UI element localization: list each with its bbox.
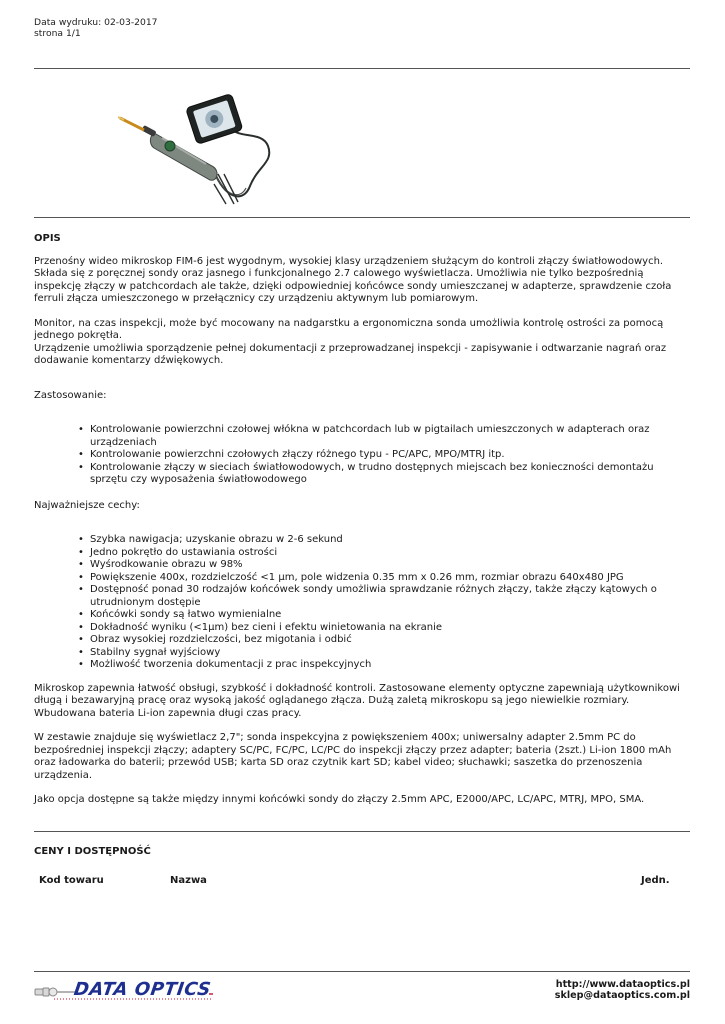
column-header-name: Nazwa: [170, 875, 207, 886]
list-item: • Możliwość tworzenia dokumentacji z prac inspekcyjnych: [90, 659, 690, 672]
closing-paragraph: W zestawie znajduje się wyświetlacz 2,7"; sonda inspekcyjna z powiększeniem 400x; uniwersalny adapter 2.5mm PC do bezpośredniej inspekcji złączy; adaptery SC/PC, FC/PC, LC/PC do inspekcji złączy przez adapter; bateria (2szt.) Li-ion 1800 mAh oraz ładowarka do baterii; przewód USB; karta SD oraz czytnik kart SD; kabel video; słuchawki; saszetka do przenoszenia urządzenia.: [34, 732, 672, 781]
description-title: OPIS: [34, 233, 61, 244]
fiber-microscope-illustration: [118, 88, 278, 206]
page-number: strona 1/1: [34, 28, 81, 39]
header-divider: [34, 68, 690, 69]
list-item: • Obraz wysokiej rozdzielczości, bez migotania i odbić: [90, 634, 690, 647]
product-image: [118, 88, 278, 206]
description-section: [34, 233, 690, 807]
pricing-divider: [34, 831, 690, 832]
features-list: [34, 534, 690, 672]
list-item: • Powiększenie 400x, rozdzielczość <1 μm, pole widzenia 0.35 mm x 0.26 mm, rozmiar obrazu 640x480 JPG: [90, 572, 690, 585]
email-link[interactable]: sklep@dataoptics.com.pl: [554, 990, 690, 1001]
data-optics-logo: [34, 980, 214, 1004]
applications-label: Zastosowanie:: [34, 389, 107, 401]
pricing-title: CENY I DOSTĘPNOŚĆ: [34, 846, 151, 857]
list-item: • Końcówki sondy są łatwo wymienialne: [90, 609, 690, 622]
list-item: • Kontrolowanie złączy w sieciach światłowodowych, w trudno dostępnych miejscach bez konieczności demontażu sprzętu czy wyposażenia światłowodowego: [90, 462, 690, 487]
features-label: Najważniejsze cechy:: [34, 499, 140, 511]
list-item: • Dokładność wyniku (<1μm) bez cieni i efektu winietowania na ekranie: [90, 622, 690, 635]
list-item: • Kontrolowanie powierzchni czołowych złączy różnego typu - PC/APC, MPO/MTRJ itp.: [90, 449, 690, 462]
list-item: • Stabilny sygnał wyjściowy: [90, 647, 690, 660]
list-item: • Wyśrodkowanie obrazu w 98%: [90, 559, 690, 572]
column-header-unit: Jedn.: [641, 875, 670, 886]
applications-list: [34, 424, 690, 487]
description-paragraph: Monitor, na czas inspekcji, może być mocowany na nadgarstku a ergonomiczna sonda umożliwia kontrolę ostrości za pomocą jednego pokrętła.: [34, 317, 664, 341]
website-link[interactable]: http://www.dataoptics.pl: [555, 979, 690, 990]
image-divider: [34, 217, 690, 218]
list-item: • Jedno pokrętło do ustawiania ostrości: [90, 547, 690, 560]
list-item: • Szybka nawigacja; uzyskanie obrazu w 2-6 sekund: [90, 534, 690, 547]
print-date: Data wydruku: 02-03-2017: [34, 17, 158, 28]
list-item: • Kontrolowanie powierzchni czołowej włókna w patchcordach lub w pigtailach umieszczonych w adapterach oraz urządzeniach: [90, 424, 690, 449]
closing-paragraph: Jako opcja dostępne są także między innymi końcówki sondy do złączy 2.5mm APC, E2000/APC, LC/APC, MTRJ, MPO, SMA.: [34, 794, 645, 805]
closing-paragraph: Mikroskop zapewnia łatwość obsługi, szybkość i dokładność kontroli. Zastosowane elementy optyczne zapewniają użytkownikowi długą i bezawaryjną pracę oraz wysoką jakość oglądanego złącza. Dużą zaletą mikroskopu są jego niewielkie rozmiary. Wbudowana bateria Li-ion zapewnia długi czas pracy.: [34, 682, 680, 719]
description-paragraph: Urządzenie umożliwia sporządzenie pełnej dokumentacji z przeprowadzanej inspekcji - zapisywanie i odtwarzanie nagrań oraz dodawanie komentarzy dźwiękowych.: [34, 342, 667, 366]
column-header-code: Kod towaru: [39, 875, 104, 886]
footer-divider: [34, 971, 690, 972]
logo-text: DATA OPTICS: [72, 979, 213, 1000]
description-paragraph: Przenośny wideo mikroskop FIM-6 jest wygodnym, wysokiej klasy urządzeniem służącym do kontroli złączy światłowodowych. Składa się z poręcznej sondy oraz jasnego i funkcjonalnego 2.7 calowego wyświetlacza. Umożliwia nie tylko bezpośrednią inspekcję złączy w patchcordach ale także, dzięki odpowiedniej końcówce sondy umieszczanej w adapterze, sprawdzenie czoła ferruli złącza umieszczonego w przełącznicy czy urządzeniu aktywnym lub pomiarowym.: [34, 255, 672, 304]
list-item: • Dostępność ponad 30 rodzajów końcówek sondy umożliwia sprawdzanie różnych złączy, także złączy kątowych o utrudnionym dostępie: [90, 584, 690, 609]
